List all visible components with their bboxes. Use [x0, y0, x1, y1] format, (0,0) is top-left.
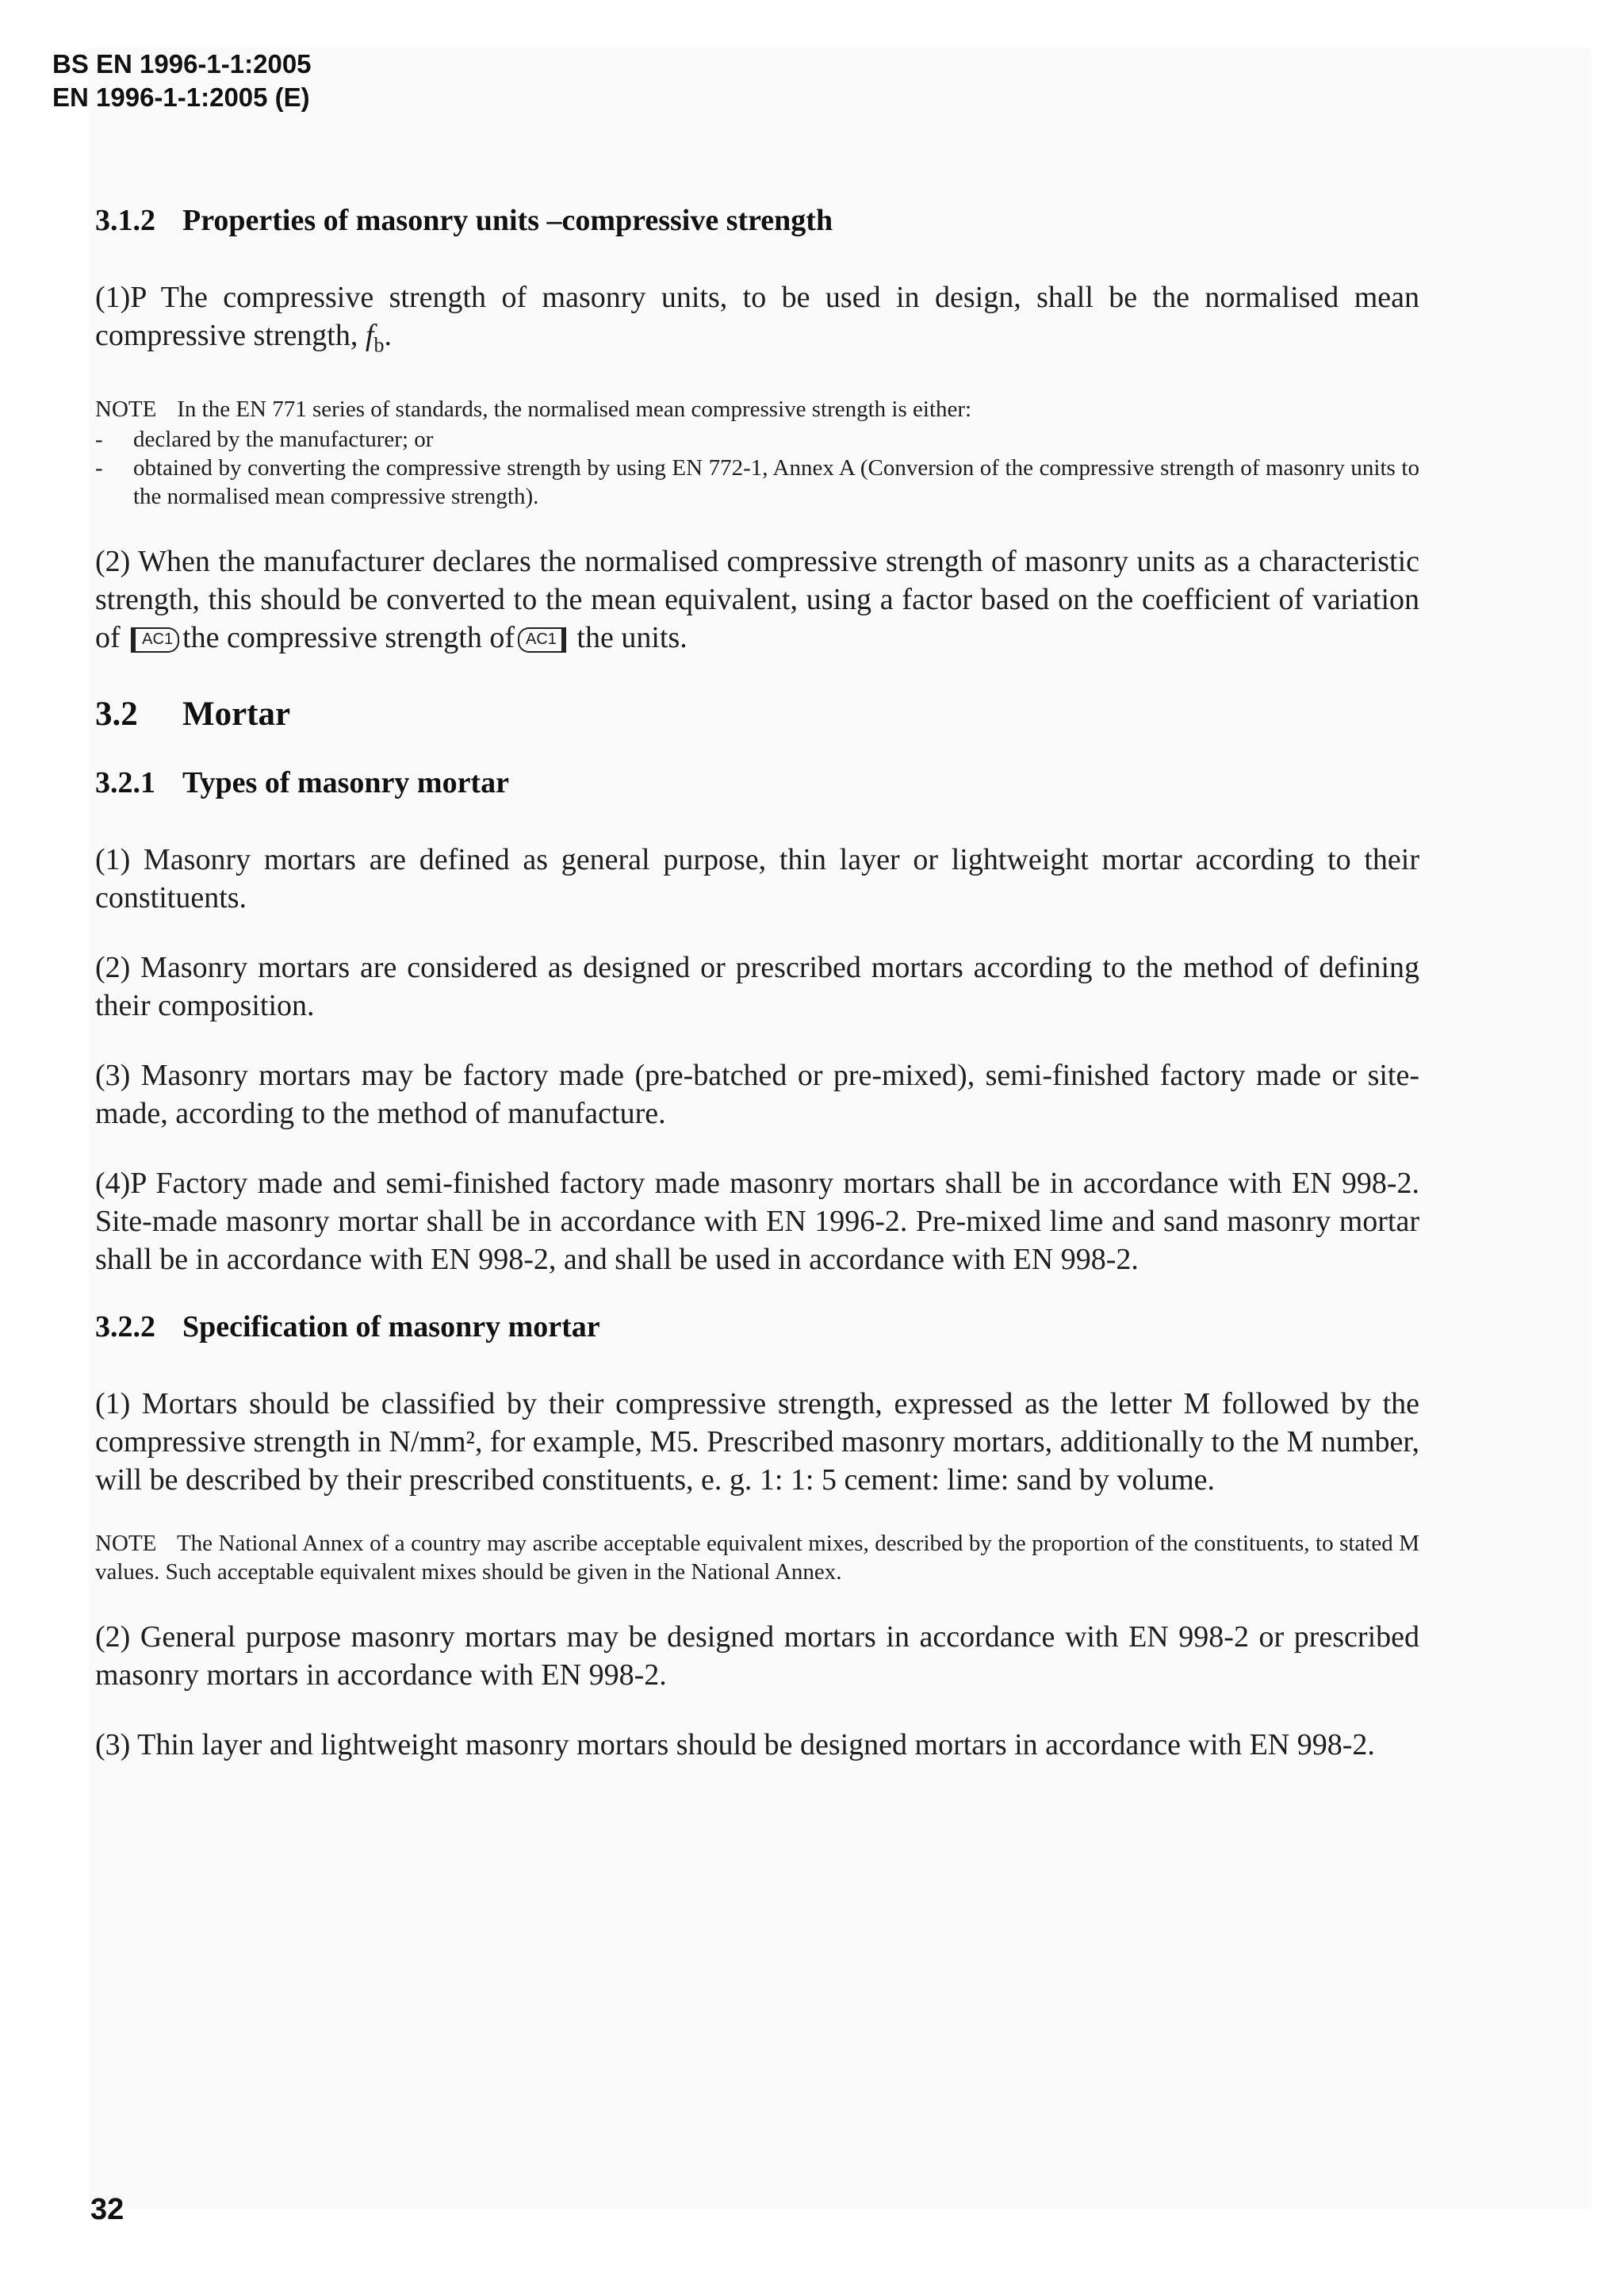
- page-number: 32: [90, 2193, 124, 2226]
- list-dash: -: [95, 426, 103, 452]
- list-dash: -: [95, 454, 103, 481]
- paragraph-3-1-2-1: [95, 278, 1419, 365]
- note-list-item: [95, 425, 1419, 454]
- paragraph-text: (1) Mortars should be classified by their compressive strength, expressed as the letter M followed by the compressive strength in N/mm²: [95, 1386, 1419, 1458]
- symbol-f: f: [365, 319, 374, 352]
- heading-number: 3.2.2: [95, 1309, 155, 1343]
- heading-3-2: [95, 695, 1419, 734]
- note-text: The National Annex of a country may ascribe acceptable equivalent mixes, described by the proportion of the constituents, to stated M values. Such acceptable equivalent mixes should be given in the National Annex.: [95, 1530, 1419, 1585]
- document-header: [52, 48, 312, 114]
- note-3-1-2: [95, 395, 1419, 511]
- paragraph-3-2-2-1: [95, 1385, 1419, 1499]
- heading-number: 3.2: [95, 695, 138, 733]
- paragraph-end: .: [384, 319, 392, 352]
- paragraph-text: the compressive strength of: [182, 620, 515, 654]
- paragraph-3-1-2-2: [95, 542, 1419, 657]
- note-item-text: declared by the manufacturer; or: [133, 426, 434, 452]
- page-content: [95, 202, 1419, 1764]
- heading-title: Specification of masonry mortar: [182, 1309, 600, 1343]
- note-item-text: obtained by converting the compressive strength by using EN 772-1, Annex A (Conversion of the compressive strength of masonry units to the normalised mean compressive strength).: [133, 454, 1419, 509]
- ac1-close-marker-icon: AC1: [518, 627, 566, 653]
- paragraph-3-2-2-2: (2) General purpose masonry mortars may be designed mortars in accordance with EN 998-2 or prescribed masonry mortars in accordance with EN 998-2.: [95, 1619, 1419, 1692]
- paragraph-text: (1)P The compressive strength of masonry units, to be used in design, shall be the normalised mean compressive strength,: [95, 281, 1419, 352]
- note-label: NOTE: [95, 396, 157, 422]
- heading-3-2-1: [95, 765, 1419, 801]
- heading-3-2-2: [95, 1309, 1419, 1345]
- header-en-code: EN 1996-1-1:2005 (E): [52, 82, 310, 112]
- note-list-item: [95, 454, 1419, 511]
- paragraph-3-2-2-3: (3) Thin layer and lightweight masonry mortars should be designed mortars in accordance with EN 998-2.: [95, 1727, 1375, 1761]
- note-list: [95, 425, 1419, 511]
- heading-title: Mortar: [182, 695, 291, 733]
- paragraph-3-2-1-1: (1) Masonry mortars are defined as general purpose, thin layer or lightweight mortar according to their constituents.: [95, 842, 1419, 914]
- note-label: NOTE: [95, 1530, 157, 1556]
- heading-number: 3.2.1: [95, 765, 155, 799]
- symbol-subscript: b: [373, 333, 385, 357]
- paragraph-text: (2) When the manufacturer declares the normalised compressive strength of masonry units as a characteristic strength, this should be converted to the mean equivalent, using a factor based on the coefficient of variation of: [95, 544, 1419, 654]
- paragraph-text: , for example, M5. Prescribed masonry mortars, additionally to the M number, will be described by their prescribed constituents, e. g. 1: 1: 5 cement: lime: sand by volume.: [95, 1424, 1419, 1497]
- heading-title: Properties of masonry units –compressive strength: [182, 204, 833, 237]
- header-standard-code: BS EN 1996-1-1:2005: [52, 49, 312, 79]
- note-3-2-2: [95, 1529, 1419, 1586]
- paragraph-3-2-1-4: (4)P Factory made and semi-finished factory made masonry mortars shall be in accordance with EN 998-2. Site-made masonry mortar shall be in accordance with EN 1996-2. Pre-mixed lime and sand masonry mortar shall be in accordance with EN 998-2, and shall be used in accordance with EN 998-2.: [95, 1166, 1419, 1276]
- paragraph-text: the units.: [569, 620, 688, 654]
- ac1-open-marker-icon: AC1: [131, 627, 179, 653]
- note-intro: In the EN 771 series of standards, the normalised mean compressive strength is either:: [177, 396, 972, 422]
- paragraph-3-2-1-3: (3) Masonry mortars may be factory made (pre-batched or pre-mixed), semi-finished factory made or site-made, according to the method of manufacture.: [95, 1058, 1419, 1130]
- heading-3-1-2: [95, 202, 1419, 239]
- paragraph-3-2-1-2: (2) Masonry mortars are considered as designed or prescribed mortars according to the method of defining their composition.: [95, 950, 1419, 1022]
- heading-number: 3.1.2: [95, 204, 155, 237]
- heading-title: Types of masonry mortar: [182, 765, 509, 799]
